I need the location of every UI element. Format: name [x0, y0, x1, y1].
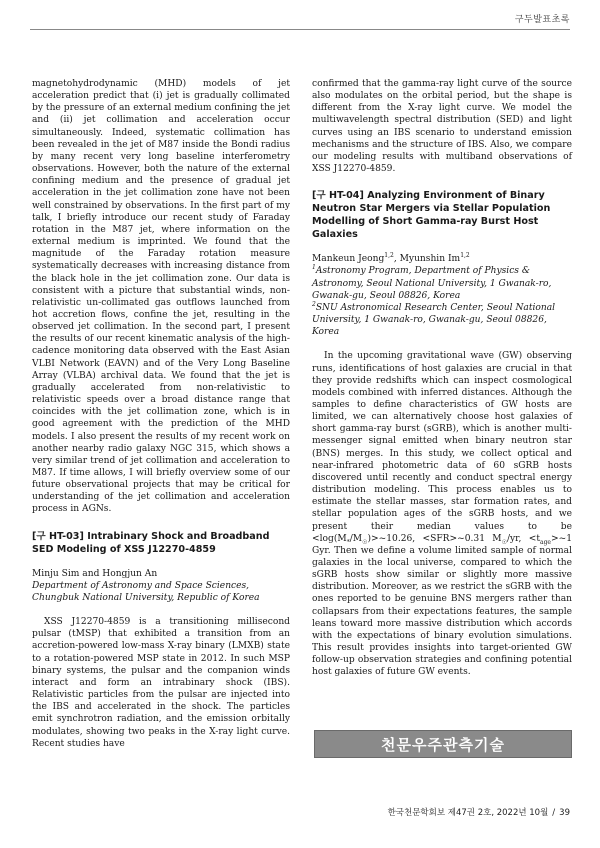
ht03-authors: Minju Sim and Hongjun An [32, 568, 158, 579]
affiliation-1: Astronomy Program, Department of Physics & Astronomy, Seoul National University, 1 Gwanak-ro, Gwanak-gu, Seoul 08826, Korea [312, 266, 552, 301]
author-separator: , [393, 254, 400, 265]
footer-separator: / [552, 808, 556, 818]
affiliation-2: SNU Astronomical Research Center, Seoul National University, 1 Gwanak-ro, Gwanak-gu, Seoul 08826, Korea [312, 302, 556, 338]
left-column [32, 78, 290, 750]
ht03-abstract-continued: confirmed that the gamma-ray light curve of the source also modulates on the orbital period, but the shape is different from the X-ray light curve. We model the multiwavelength spectral distribution (SED) and light curves using an IBS scenario to understand emission mechanisms and the structure of IBS. Also, we compare our modeling results with multiband observations of XSS J12270-4859. [312, 79, 572, 175]
author-name: Mankeun Jeong [312, 254, 385, 265]
ht03-abstract: XSS J12270-4859 is a transitioning millisecond pulsar (tMSP) that exhibited a transition from an accretion-powered low-mass X-ray binary (LMXB) state to a rotation-powered MSP state in 2012. In such MSP binary systems, the pulsar and the companion winds interact and form an intrabinary shock (IBS). Relativistic particles from the pulsar are injected into the IBS and accelerated in the shock. The particles emit synchrotron radiation, and the emission orbitally modulates, showing two peaks in the X-ray light curve. Recent studies have [32, 617, 290, 749]
page-number: 39 [559, 808, 570, 818]
ht04-affiliations [312, 265, 572, 338]
author-affil-mark: 1,2 [384, 252, 394, 260]
ht04-abstract: In the upcoming gravitational wave (GW) observing runs, identifications of host galaxies are crucial in that they provide redshifts which can inspect cosmological models combined with inferred distances. Although the samples to define characteristics of GW hosts are limited, we can alternatively choose host galaxies of short gamma-ray burst (sGRB), which is another multi-messenger signal emitted when binary neutron star (BNS) merges. In this study, we collect optical and near-infrared photometric data of 60 sGRB hosts discovered until recently and conduct spectral energy distribution modeling. This process enables us to estimate the stellar masses, star formation rates, and stellar population ages of the sGRB hosts, and we present their median values to be $<\log(M_*/M_☉)>\sim 10.26$, <SFR>~0.31 $M_☉/yr$, $<t_{age}>\sim 1$ Gyr. Then we define a volume limited sample of normal galaxies in the local universe, compared to which the sGRB hosts show similar or slightly more massive distribution. Moreover, as we restrict the sGRB with the ones reported to be genuine BNS mergers rather than collapsars from their expectations features, the sample leans toward more massive distribution which accords with the expectations of binary evolution simulations. This result provides insights into target-oriented GW follow-up observation strategies and confining potential host galaxies of future GW events. [312, 351, 572, 678]
affil-number: 2 [312, 300, 316, 308]
right-column [312, 78, 572, 679]
section-banner-label: 천문우주관측기술 [381, 735, 505, 754]
journal-info: 한국천문학회보 제47권 2호, 2022년 10월 [387, 808, 549, 818]
affil-number: 1 [312, 264, 316, 272]
intro-paragraph: magnetohydrodynamic (MHD) models of jet acceleration predict that (i) jet is gradually collimated by the pressure of an external medium confining the jet and (ii) jet collimation and acceleration occur simultaneously. Indeed, systematic collimation has been revealed in the jet of M87 inside the Bondi radius by many recent very long baseline interferometry observations. However, both the nature of the external confining medium and the presence of gradual jet acceleration in the jet collimation zone have not been well constrained by observations. In the first part of my talk, I briefly introduce our recent study of Faraday rotation in the M87 jet, where information on the external medium is imprinted. We found that the magnitude of the Faraday rotation measure systematically decreases with increasing distance from the black hole in the jet collimation zone. Our data is consistent with a picture that substantial winds, non-relativistic un-collimated gas outflows launched from hot accretion flows, confine the jet, resulting in the observed jet collimation. In the second part, I present the results of our recent kinematic analysis of the high-cadence monitoring data observed with the East Asian VLBI Network (EAVN) and of the Very Long Baseline Array (VLBA) archival data. We found that the jet is gradually accelerated from non-relativistic to relativistic speeds over a broad distance range that coincides with the jet collimation zone, which is in good agreement with the prediction of the MHD models. I also present the results of my recent work on another nearby radio galaxy NGC 315, which shows a very similar trend of jet collimation and acceleration to M87. If time allows, I will briefly overview some of our future observational projects that may be critical for understanding of the jet collimation and acceleration process in AGNs. [32, 79, 290, 515]
section-banner [314, 730, 572, 758]
author-affil-mark: 1,2 [460, 252, 470, 260]
ht03-affiliation: Department of Astronomy and Space Sciences, Chungbuk National University, Republic of Korea [32, 580, 260, 603]
header-section-tag: 구두발표초록 [514, 15, 570, 25]
header-divider [30, 29, 570, 30]
ht04-title: [구 HT-04] Analyzing Environment of Binary Neutron Star Mergers via Stellar Population Modelling of Short Gamma-ray Burst Host Galaxies [312, 190, 551, 241]
author-name: Myunshin Im [399, 254, 461, 265]
ht03-title: [구 HT-03] Intrabinary Shock and Broadband SED Modeling of XSS J12270-4859 [32, 530, 270, 555]
page-footer [388, 806, 570, 818]
ht04-authors [312, 253, 572, 265]
